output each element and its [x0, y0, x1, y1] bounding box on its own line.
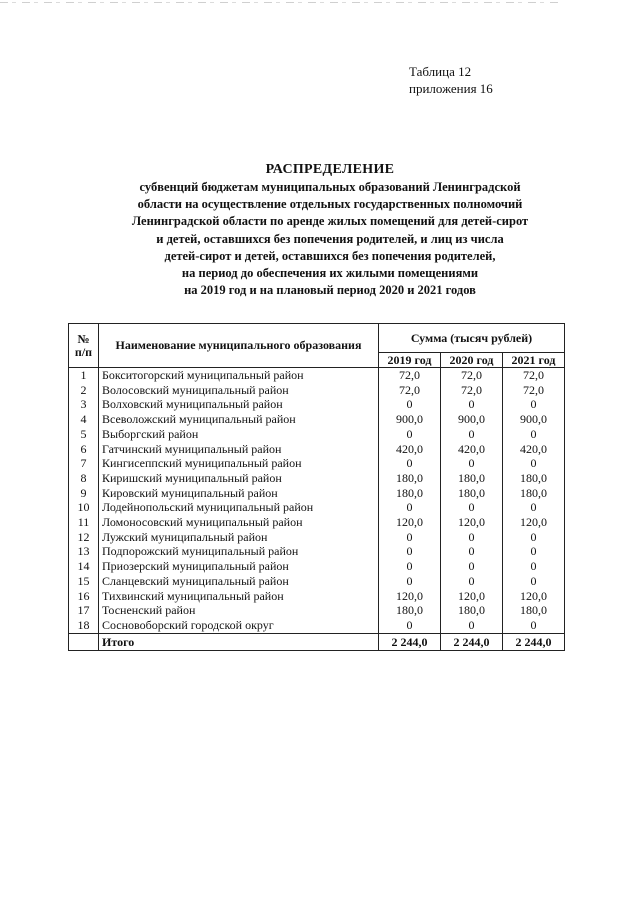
value-2020-cell: 0	[440, 618, 502, 633]
value-2019-cell: 72,0	[378, 368, 440, 383]
total-2020-cell: 2 244,0	[440, 633, 502, 650]
title-main: РАСПРЕДЕЛЕНИЕ	[265, 162, 395, 177]
column-header-year: 2021 год	[502, 353, 564, 368]
value-2020-cell: 0	[440, 500, 502, 515]
total-row	[69, 633, 565, 650]
value-2019-cell: 0	[378, 397, 440, 412]
value-2021-cell: 180,0	[502, 603, 564, 618]
row-number-cell: 9	[69, 486, 99, 501]
municipality-name-cell: Лужский муниципальный район	[99, 530, 379, 545]
value-2019-cell: 180,0	[378, 603, 440, 618]
table-row	[69, 574, 565, 589]
table-row	[69, 427, 565, 442]
value-2021-cell: 0	[502, 397, 564, 412]
municipality-name-cell: Выборгский район	[99, 427, 379, 442]
row-number-cell: 5	[69, 427, 99, 442]
value-2019-cell: 120,0	[378, 589, 440, 604]
row-number-cell: 7	[69, 456, 99, 471]
row-number-cell: 10	[69, 500, 99, 515]
total-2019-cell: 2 244,0	[378, 633, 440, 650]
appendix-label: приложения 16	[409, 81, 493, 96]
value-2021-cell: 0	[502, 530, 564, 545]
column-header-year: 2019 год	[378, 353, 440, 368]
total-label-cell: Итого	[99, 633, 379, 650]
municipality-name-cell: Приозерский муниципальный район	[99, 559, 379, 574]
value-2021-cell: 120,0	[502, 515, 564, 530]
distribution-table	[68, 323, 565, 651]
value-2021-cell: 0	[502, 559, 564, 574]
document-title	[95, 161, 565, 299]
municipality-name-cell: Волосовский муниципальный район	[99, 383, 379, 398]
total-2021-cell: 2 244,0	[502, 633, 564, 650]
value-2020-cell: 72,0	[440, 368, 502, 383]
value-2021-cell: 0	[502, 427, 564, 442]
column-header-name: Наименование муниципального образования	[99, 324, 379, 368]
value-2021-cell: 0	[502, 544, 564, 559]
value-2019-cell: 180,0	[378, 486, 440, 501]
municipality-name-cell: Лодейнопольский муниципальный район	[99, 500, 379, 515]
table-row	[69, 500, 565, 515]
table-row	[69, 589, 565, 604]
value-2020-cell: 420,0	[440, 442, 502, 457]
table-row	[69, 544, 565, 559]
value-2021-cell: 180,0	[502, 486, 564, 501]
title-line: и детей, оставшихся без попечения родителей, и лиц из числа	[156, 231, 504, 246]
table-row	[69, 486, 565, 501]
title-line: Ленинградской области по аренде жилых помещений для детей-сирот	[131, 214, 529, 229]
row-number-cell: 17	[69, 603, 99, 618]
value-2020-cell: 180,0	[440, 603, 502, 618]
title-line: на период до обеспечения их жилыми помещениями	[181, 266, 479, 281]
municipality-name-cell: Сосновоборский городской округ	[99, 618, 379, 633]
value-2019-cell: 0	[378, 559, 440, 574]
row-number-cell: 15	[69, 574, 99, 589]
value-2020-cell: 0	[440, 427, 502, 442]
value-2021-cell: 120,0	[502, 589, 564, 604]
municipality-name-cell: Киришский муниципальный район	[99, 471, 379, 486]
row-number-cell: 18	[69, 618, 99, 633]
total-number-cell	[69, 633, 99, 650]
title-line: на 2019 год и на плановый период 2020 и 2021 годов	[184, 283, 476, 298]
value-2020-cell: 120,0	[440, 589, 502, 604]
table-row	[69, 397, 565, 412]
row-number-cell: 3	[69, 397, 99, 412]
municipality-name-cell: Ломоносовский муниципальный район	[99, 515, 379, 530]
scan-artifact-line	[0, 2, 560, 3]
municipality-name-cell: Тихвинский муниципальный район	[99, 589, 379, 604]
table-reference	[409, 63, 493, 97]
table-row	[69, 515, 565, 530]
value-2020-cell: 120,0	[440, 515, 502, 530]
value-2019-cell: 120,0	[378, 515, 440, 530]
value-2021-cell: 180,0	[502, 471, 564, 486]
row-number-cell: 11	[69, 515, 99, 530]
table-row	[69, 618, 565, 633]
row-number-cell: 1	[69, 368, 99, 383]
column-header-sum: Сумма (тысяч рублей)	[378, 324, 564, 353]
table-row	[69, 383, 565, 398]
value-2019-cell: 180,0	[378, 471, 440, 486]
row-number-cell: 13	[69, 544, 99, 559]
row-number-cell: 2	[69, 383, 99, 398]
value-2021-cell: 72,0	[502, 383, 564, 398]
title-line: детей-сирот и детей, оставшихся без попечения родителей,	[164, 248, 496, 263]
value-2020-cell: 0	[440, 559, 502, 574]
value-2021-cell: 0	[502, 500, 564, 515]
value-2019-cell: 0	[378, 574, 440, 589]
value-2019-cell: 0	[378, 544, 440, 559]
table-row	[69, 456, 565, 471]
value-2020-cell: 72,0	[440, 383, 502, 398]
value-2020-cell: 900,0	[440, 412, 502, 427]
table-row	[69, 559, 565, 574]
value-2020-cell: 0	[440, 544, 502, 559]
value-2019-cell: 0	[378, 530, 440, 545]
row-number-cell: 14	[69, 559, 99, 574]
value-2019-cell: 900,0	[378, 412, 440, 427]
municipality-name-cell: Кингисеппский муниципальный район	[99, 456, 379, 471]
value-2021-cell: 0	[502, 456, 564, 471]
value-2020-cell: 180,0	[440, 471, 502, 486]
table-number-label: Таблица 12	[409, 64, 472, 79]
value-2020-cell: 0	[440, 456, 502, 471]
column-header-number: № п/п	[69, 324, 99, 368]
table-body	[69, 368, 565, 634]
value-2021-cell: 900,0	[502, 412, 564, 427]
municipality-name-cell: Тосненский район	[99, 603, 379, 618]
value-2019-cell: 420,0	[378, 442, 440, 457]
row-number-cell: 12	[69, 530, 99, 545]
value-2020-cell: 0	[440, 574, 502, 589]
value-2020-cell: 0	[440, 530, 502, 545]
value-2020-cell: 0	[440, 397, 502, 412]
municipality-name-cell: Волховский муниципальный район	[99, 397, 379, 412]
municipality-name-cell: Сланцевский муниципальный район	[99, 574, 379, 589]
value-2021-cell: 72,0	[502, 368, 564, 383]
table-row	[69, 368, 565, 383]
table-row	[69, 603, 565, 618]
value-2019-cell: 0	[378, 456, 440, 471]
row-number-cell: 8	[69, 471, 99, 486]
municipality-name-cell: Всеволожский муниципальный район	[99, 412, 379, 427]
value-2021-cell: 420,0	[502, 442, 564, 457]
title-line: области на осуществление отдельных государственных полномочий	[137, 197, 523, 212]
municipality-name-cell: Подпорожский муниципальный район	[99, 544, 379, 559]
column-header-year: 2020 год	[440, 353, 502, 368]
municipality-name-cell: Гатчинский муниципальный район	[99, 442, 379, 457]
value-2021-cell: 0	[502, 618, 564, 633]
value-2021-cell: 0	[502, 574, 564, 589]
table-footer	[69, 633, 565, 650]
table-row	[69, 442, 565, 457]
municipality-name-cell: Кировский муниципальный район	[99, 486, 379, 501]
value-2020-cell: 180,0	[440, 486, 502, 501]
title-line: субвенций бюджетам муниципальных образований Ленинградской	[139, 180, 521, 194]
table-row	[69, 530, 565, 545]
municipality-name-cell: Бокситогорский муниципальный район	[99, 368, 379, 383]
value-2019-cell: 0	[378, 500, 440, 515]
table-row	[69, 471, 565, 486]
row-number-cell: 6	[69, 442, 99, 457]
row-number-cell: 16	[69, 589, 99, 604]
table-header	[69, 324, 565, 368]
row-number-cell: 4	[69, 412, 99, 427]
value-2019-cell: 0	[378, 427, 440, 442]
value-2019-cell: 0	[378, 618, 440, 633]
value-2019-cell: 72,0	[378, 383, 440, 398]
table-row	[69, 412, 565, 427]
